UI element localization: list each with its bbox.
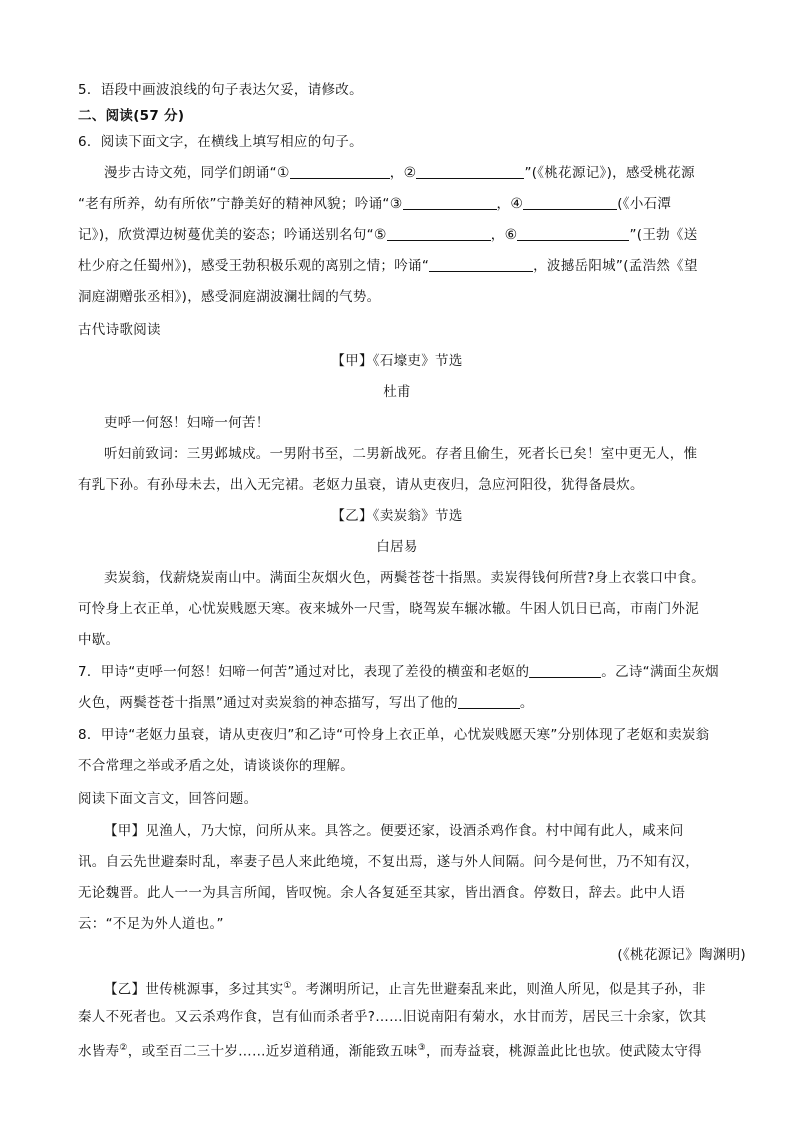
blank-marker-1: ①	[276, 165, 290, 181]
classical-jia-line-4: 云：“不足为外人道也。”	[78, 916, 224, 932]
answer-blank-3[interactable]	[403, 195, 497, 210]
question-6-line-4: 杜少府之任蜀州》)，感受王勃积极乐观的离别之情；吟诵“ ，波撼岳阳城”(孟浩然《望	[78, 258, 698, 274]
classical-yi-line-2: 秦人不死者也。又云杀鸡作食，岂有仙而杀者乎?……旧说南阳有菊水，水甘而芳，居民三十余家，饮其	[78, 1009, 707, 1025]
answer-blank-2[interactable]	[416, 164, 524, 179]
classical-yi-line-1: 【乙】世传桃源事，多过其实①。考渊明所记，止言先世避秦乱来此，则渔人所见，似是其子孙，非	[104, 981, 706, 998]
question-6-line-5: 洞庭湖赠张丞相》)，感受洞庭湖波澜壮阔的气势。	[78, 289, 381, 305]
answer-blank-6[interactable]	[517, 226, 629, 241]
footnote-marker-2: ②	[119, 1043, 128, 1053]
question-6-line-1: 漫步古诗文苑，同学们朗诵“① ，② ”(《桃花源记》)，感受桃花源	[104, 165, 695, 181]
poem-jia-title: 【甲】《石壕吏》节选	[331, 353, 463, 369]
question-7-line-2: 火色，两鬓苍苍十指黑”通过对卖炭翁的神态描写，写出了他的 。	[78, 695, 534, 711]
blank-marker-5: ⑤	[373, 227, 387, 243]
classical-heading: 阅读下面文言文，回答问题。	[78, 791, 258, 807]
poem-jia-line-2: 听妇前致词：三男邺城戍。一男附书至，二男新战死。存者且偷生，死者长已矣！室中更无人，惟	[104, 446, 698, 462]
answer-blank-7[interactable]	[429, 257, 533, 272]
answer-blank-4[interactable]	[523, 195, 617, 210]
footnote-marker-3: ③	[417, 1043, 426, 1053]
question-6-prompt: 6．阅读下面文字，在横线上填写相应的句子。	[78, 134, 363, 150]
poetry-heading: 古代诗歌阅读	[78, 322, 161, 338]
poem-jia-author: 杜甫	[383, 384, 411, 400]
classical-source: (《桃花源记》陶渊明)	[617, 947, 746, 963]
blank-marker-6: ⑥	[504, 227, 518, 243]
poem-yi-title: 【乙】《卖炭翁》节选	[331, 508, 463, 524]
answer-blank-q7-2[interactable]	[458, 694, 520, 709]
classical-yi-line-3: 水皆寿②，或至百二三十岁……近岁道稍通，渐能致五味③，而寿益衰，桃源盖此比也欤。使武陵太守得	[78, 1043, 702, 1060]
poem-yi-author: 白居易	[376, 539, 418, 555]
poem-yi-line-1: 卖炭翁，伐薪烧炭南山中。满面尘灰烟火色，两鬓苍苍十指黑。卖炭得钱何所营?身上衣裳口中食。	[104, 570, 705, 586]
footnote-marker-1: ①	[283, 981, 292, 991]
blank-marker-2: ②	[403, 165, 417, 181]
blank-marker-3: ③	[389, 196, 403, 212]
classical-jia-line-1: 【甲】见渔人，乃大惊，问所从来。具答之。便要还家，设酒杀鸡作食。村中闻有此人，咸来问	[104, 823, 684, 839]
answer-blank-1[interactable]	[290, 164, 390, 179]
answer-blank-q7-1[interactable]	[529, 663, 601, 678]
question-7-line-1: 7．甲诗“吏呼一何怒！妇啼一何苦”通过对比，表现了差役的横蛮和老妪的 。乙诗“满面尘灰烟	[78, 664, 719, 680]
classical-jia-line-2: 讯。自云先世避秦时乱，率妻子邑人来此绝境，不复出焉，遂与外人间隔。问今是何世，乃不知有汉，	[78, 854, 699, 870]
poem-yi-line-2: 可怜身上衣正单，心忧炭贱愿天寒。夜来城外一尺雪，晓驾炭车辗冰辙。牛困人饥日已高，市南门外泥	[78, 601, 699, 617]
classical-jia-line-3: 无论魏晋。此人一一为具言所闻，皆叹惋。余人各复延至其家，皆出酒食。停数日，辞去。此中人语	[78, 885, 686, 901]
question-8-line-2: 不合常理之举或矛盾之处，请谈谈你的理解。	[78, 758, 354, 774]
answer-blank-5[interactable]	[387, 226, 491, 241]
question-6-line-2: “老有所养，幼有所依”宁静美好的精神风貌；吟诵“③ ，④ (《小石潭	[78, 196, 672, 212]
blank-marker-4: ④	[510, 196, 524, 212]
poem-jia-line-3: 有乳下孙。有孙母未去，出入无完裙。老妪力虽衰，请从吏夜归，急应河阳役，犹得备晨炊。	[78, 477, 644, 493]
question-5: 5．语段中画波浪线的句子表达欠妥，请修改。	[78, 82, 363, 98]
question-6-line-3: 记》)，欣赏潭边树蔓优美的姿态；吟诵送别名句“⑤ ，⑥ ”(王勃《送	[78, 227, 698, 243]
question-8-line-1: 8．甲诗“老妪力虽衰，请从吏夜归”和乙诗“可怜身上衣正单，心忧炭贱愿天寒”分别体现了老妪和卖炭翁	[78, 727, 710, 743]
section-title: 二、阅读(57 分)	[78, 108, 185, 124]
poem-yi-line-3: 中歇。	[78, 632, 120, 648]
poem-jia-line-1: 吏呼一何怒！妇啼一何苦！	[104, 415, 270, 431]
